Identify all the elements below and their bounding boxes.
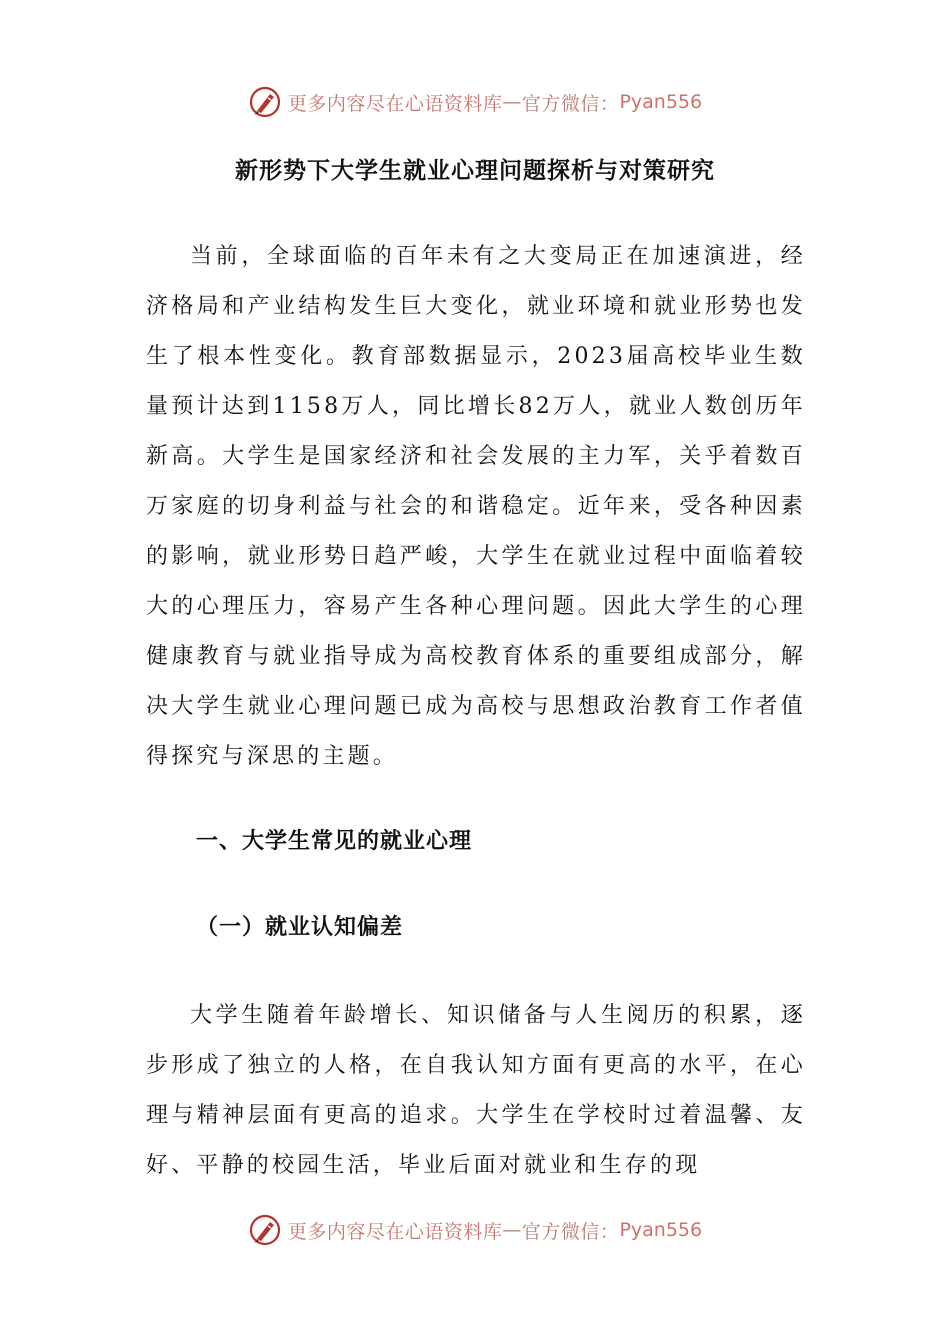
intro-paragraph: 当前，全球面临的百年未有之大变局正在加速演进，经济格局和产业结构发生巨大变化，就业环境和就业形势也发生了根本性变化。教育部数据显示，2023届高校毕业生数量预计达到1158万人，同比增长82万人，就业人数创历年新高。大学生是国家经济和社会发展的主力军，关乎着数百万家庭的切身利益与社会的和谐稳定。近年来，受各种因素的影响，就业形势日趋严峻，大学生在就业过程中面临着较大的心理压力，容易产生各种心理问题。因此大学生的心理健康教育与就业指导成为高校教育体系的重要组成部分，解决大学生就业心理问题已成为高校与思想政治教育工作者值得探究与深思的主题。: [146, 244, 806, 769]
subsection-paragraph: 大学生随着年龄增长、知识储备与人生阅历的积累，逐步形成了独立的人格，在自我认知方面有更高的水平，在心理与精神层面有更高的追求。大学生在学校时过着温馨、友好、平静的校园生活，毕业后面对就业和生存的现: [146, 1003, 806, 1178]
watermark-account: Pyan556: [619, 1219, 703, 1241]
document-title: 新形势下大学生就业心理问题探析与对策研究: [235, 158, 715, 184]
section-heading: 一、大学生常见的就业心理: [196, 829, 473, 854]
watermark-account-label: 官方微信：: [521, 92, 620, 115]
watermark-account: Pyan556: [619, 91, 703, 113]
watermark-text: 更多内容尽在心语资料库: [287, 92, 503, 115]
watermark-separator: —: [502, 91, 522, 113]
subsection-heading: （一）就业认知偏差: [196, 915, 404, 940]
watermark-account-label: 官方微信：: [521, 1220, 620, 1243]
pen-nib-logo-icon: [248, 85, 282, 119]
pen-nib-logo-icon: [248, 1213, 282, 1247]
watermark-separator: —: [502, 1219, 522, 1241]
watermark-text: 更多内容尽在心语资料库: [287, 1220, 503, 1243]
watermark-banner-top: [0, 82, 950, 122]
watermark-banner-bottom: [0, 1210, 950, 1250]
